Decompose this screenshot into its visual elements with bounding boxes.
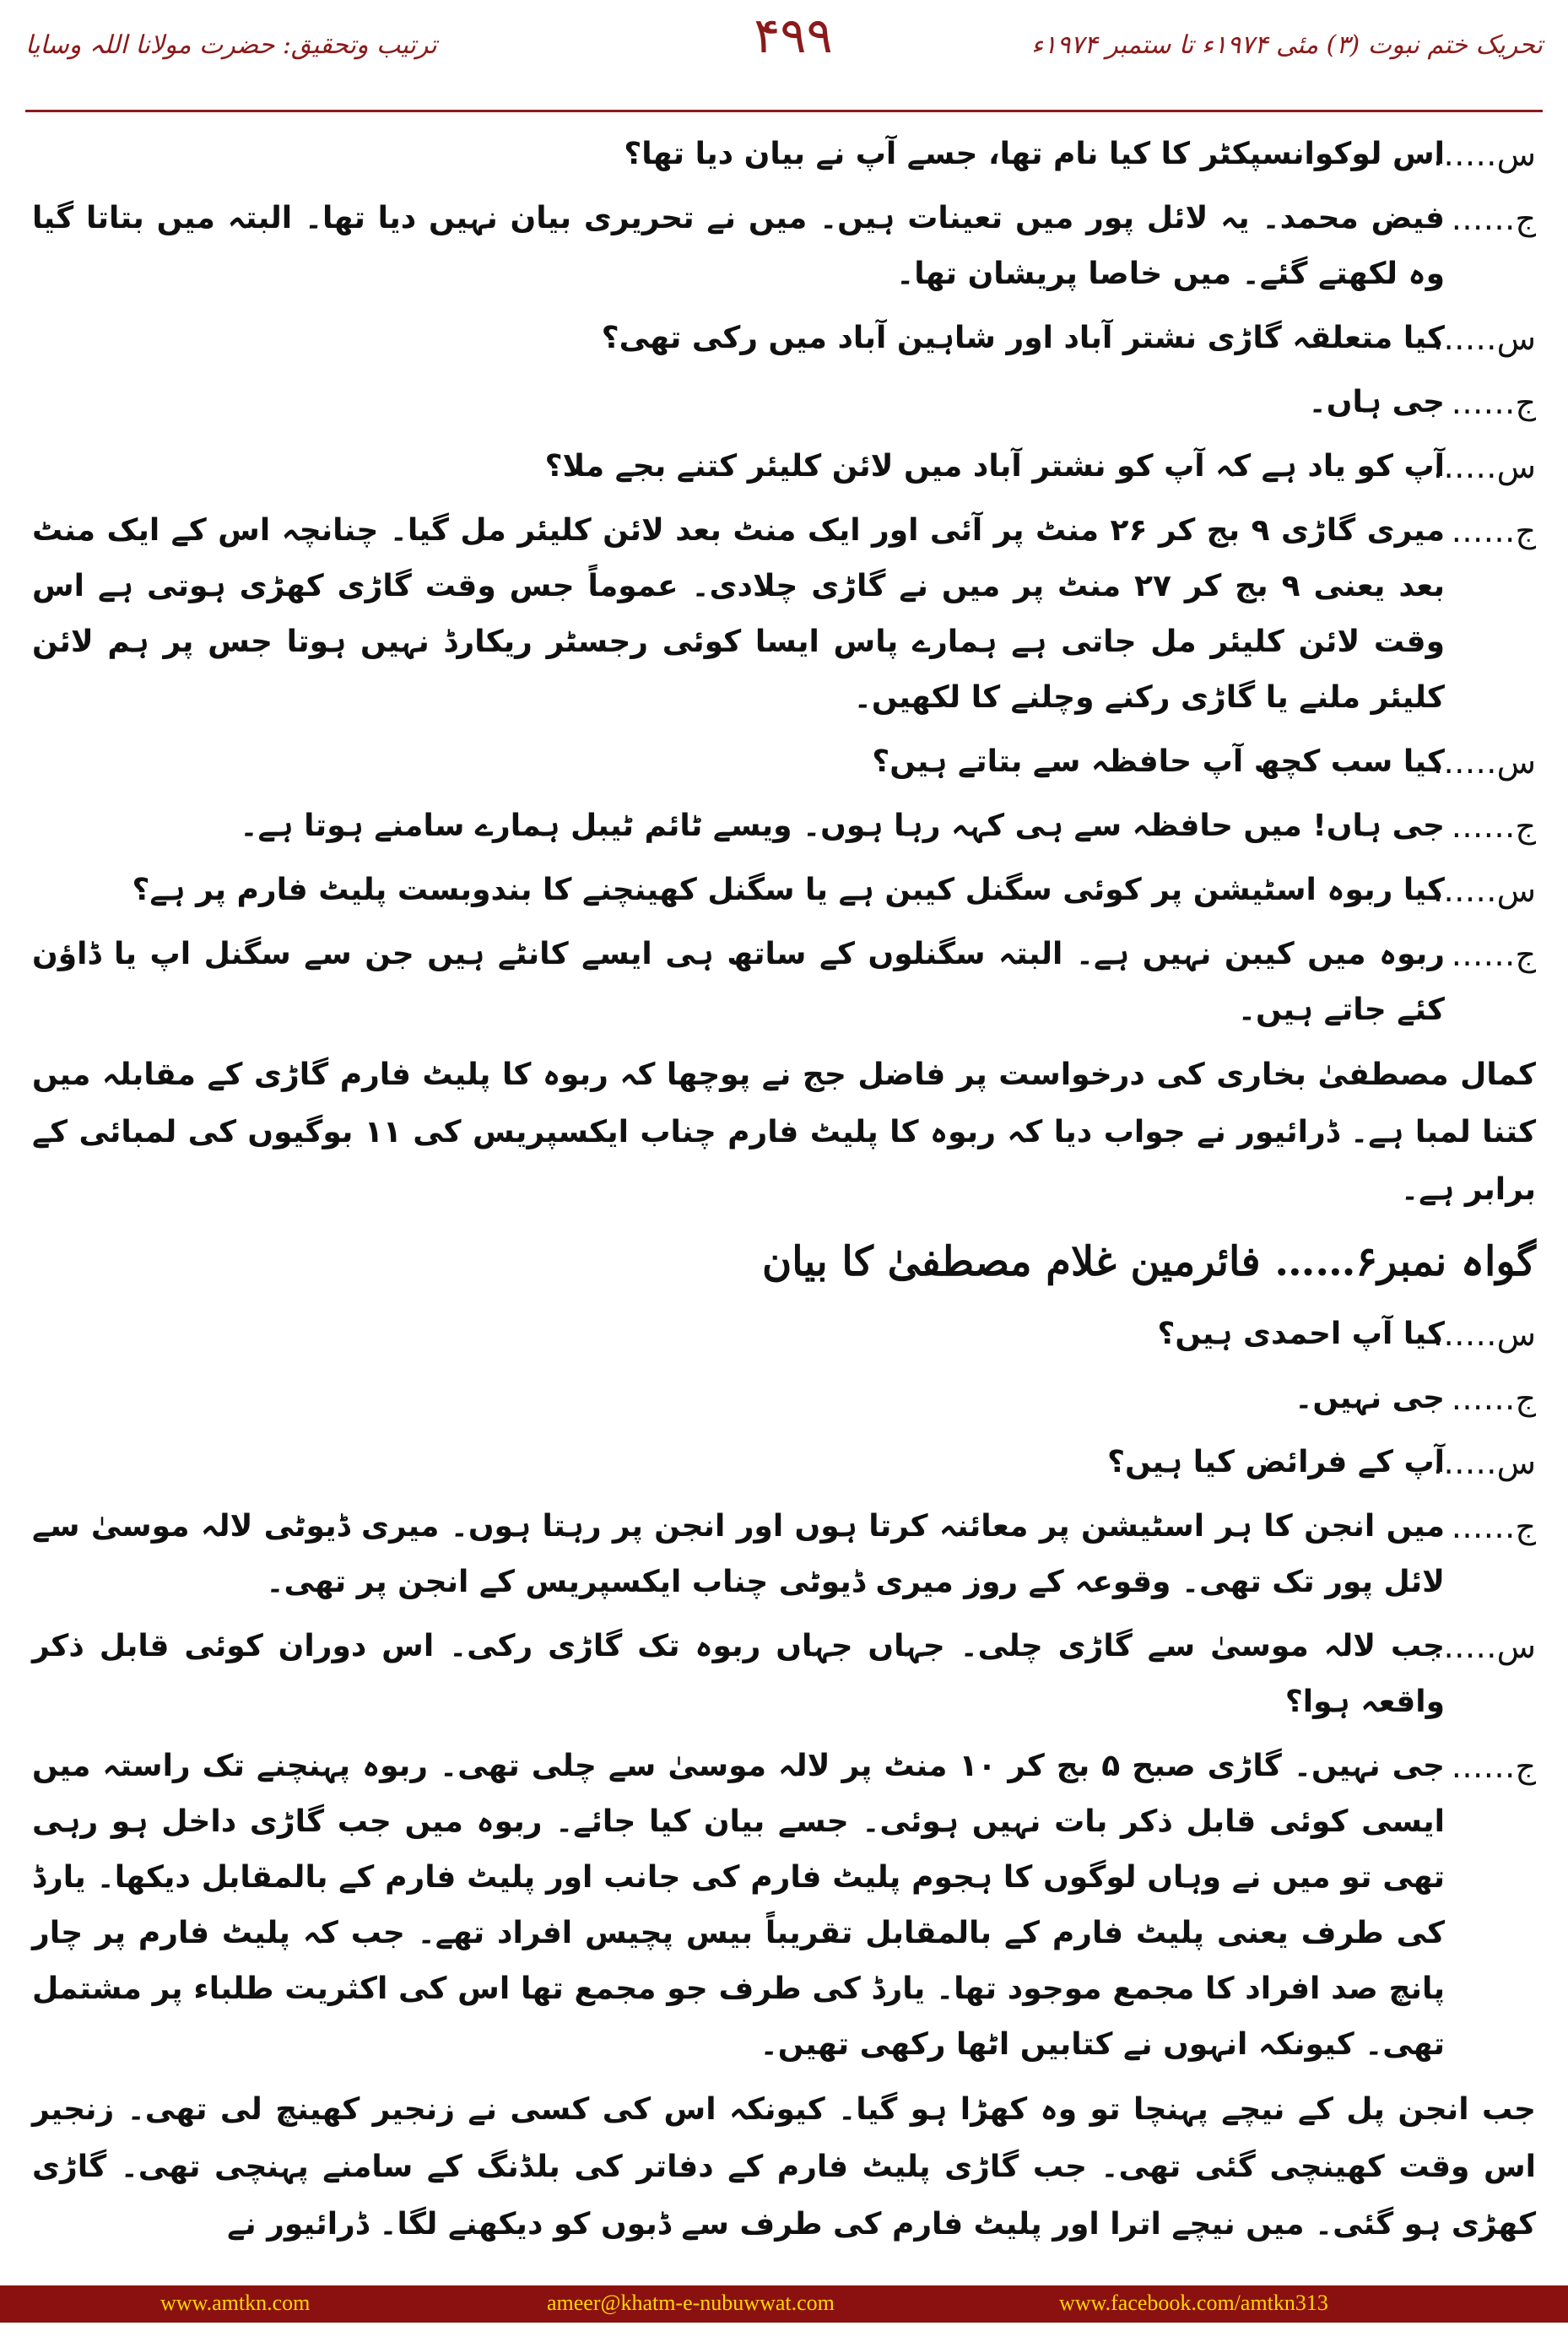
qa-label: س…… — [1432, 136, 1536, 173]
qa-label: ج…… — [1451, 384, 1536, 421]
qa-text: کیا ربوہ اسٹیشن پر کوئی سگنل کیبن ہے یا سگنل کھینچنے کا بندوبست پلیٹ فارم پر ہے؟ — [132, 873, 1445, 907]
qa-text: کیا آپ احمدی ہیں؟ — [1157, 1317, 1445, 1351]
qa-text: میری گاڑی ۹ بج کر ۲۶ منٹ پر آئی اور ایک منٹ بعد لائن کلیئر مل گیا۔ چنانچہ اس کے ایک منٹ بعد یعنی ۹ بج کر ۲۷ منٹ پر میں نے گاڑی چلادی۔ عموماً جس وقت گاڑی کھڑی ہوتی ہے اس وقت لائن کلیئر مل جاتی ہے ہمارے پاس ایسا کوئی رجسٹر ریکارڈ نہیں ہوتا جس پر ہم لائن کلیئر ملنے یا گاڑی رکنے وچلنے کا لکھیں۔ — [32, 513, 1446, 715]
qa-row — [32, 439, 1536, 495]
qa-label: ج…… — [1451, 1748, 1536, 1785]
continuation-paragraph: جب انجن پل کے نیچے پہنچا تو وہ کھڑا ہو گیا۔ کیونکہ اس کی کسی نے زنجیر کھینچ لی تھی۔ زنجیر اس وقت کھینچی گئی تھی۔ جب گاڑی پلیٹ فارم کے دفاتر کی بلڈنگ کے سامنے پہنچی تھی۔ گاڑی کھڑی ہو گئی۔ میں نیچے اترا اور پلیٹ فارم کی طرف سے ڈبوں کو دیکھنے لگا۔ ڈرائیور نے — [32, 2092, 1536, 2242]
qa-label: ج…… — [1451, 1380, 1536, 1417]
qa-text: جی ہاں۔ — [1308, 385, 1445, 419]
qa-section-1 — [32, 127, 1536, 1038]
qa-label: س…… — [1432, 1316, 1536, 1353]
footer-facebook-link[interactable]: www.facebook.com/amtkn313 — [1059, 2291, 1328, 2315]
qa-text: جی نہیں۔ گاڑی صبح ۵ بج کر ۱۰ منٹ پر لالہ موسیٰ سے چلی تھی۔ ربوہ پہنچنے تک راستہ میں ایسی کوئی قابل ذکر بات نہیں ہوئی۔ جسے بیان کیا جائے۔ ربوہ میں جب گاڑی داخل ہو رہی تھی تو میں نے وہاں لوگوں کا ہجوم پلیٹ فارم کی جانب اور پلیٹ فارم کے بالمقابل دیکھا۔ یارڈ کی طرف یعنی پلیٹ فارم کے بالمقابل تقریباً بیس پچیس افراد تھے۔ جب کہ پلیٹ فارم پر چار پانچ صد افراد کا مجمع موجود تھا۔ یارڈ کی طرف جو مجمع تھا اس کی اکثریت طلباء پر مشتمل تھی۔ کیونکہ انہوں نے کتابیں اٹھا رکھی تھیں۔ — [32, 1749, 1445, 2062]
qa-row — [32, 375, 1536, 430]
footer-bar — [0, 2285, 1568, 2323]
qa-text: جی ہاں! میں حافظہ سے ہی کہہ رہا ہوں۔ ویسے ٹائم ٹیبل ہمارے سامنے ہوتا ہے۔ — [240, 809, 1445, 843]
qa-text: کیا سب کچھ آپ حافظہ سے بتاتے ہیں؟ — [872, 744, 1445, 779]
qa-label: س…… — [1432, 320, 1536, 357]
qa-row — [32, 503, 1536, 726]
page-number: ۴۹۹ — [754, 7, 833, 64]
footer-email-link[interactable]: ameer@khatm-e-nubuwwat.com — [547, 2291, 835, 2315]
witness-heading: گواہ نمبر۶…… فائرمین غلام مصطفیٰ کا بیان — [761, 1238, 1536, 1285]
qa-row — [32, 1739, 1536, 2073]
qa-label: ج…… — [1451, 936, 1536, 973]
qa-text: ربوہ میں کیبن نہیں ہے۔ البتہ سگنلوں کے ساتھ ہی ایسے کانٹے ہیں جن سے سگنل اپ یا ڈاؤن کئے جاتے ہیں۔ — [32, 937, 1445, 1027]
qa-label: ج…… — [1451, 512, 1536, 549]
qa-text: جی نہیں۔ — [1295, 1381, 1445, 1415]
qa-row — [32, 127, 1536, 182]
qa-text: کیا متعلقہ گاڑی نشتر آباد اور شاہین آباد میں رکی تھی؟ — [601, 321, 1445, 355]
qa-label: س…… — [1432, 872, 1536, 909]
qa-row — [32, 1371, 1536, 1426]
qa-row — [32, 1619, 1536, 1730]
qa-label: س…… — [1432, 448, 1536, 485]
page-body — [32, 127, 1536, 2257]
header-compiler-credit: ترتیب وتحقیق: حضرت مولانا اللہ وسایا — [25, 30, 437, 60]
qa-text: فیض محمد۔ یہ لائل پور میں تعینات ہیں۔ میں نے تحریری بیان نہیں دیا تھا۔ البتہ میں بتاتا گیا وہ لکھتے گئے۔ میں خاصا پریشان تھا۔ — [32, 201, 1445, 291]
qa-row — [32, 1499, 1536, 1610]
qa-row — [32, 734, 1536, 790]
qa-label: س…… — [1432, 1444, 1536, 1481]
qa-row — [32, 798, 1536, 854]
header-book-title: تحریک ختم نبوت (۳) مئی ۱۹۷۴ء تا ستمبر ۱۹۷۴ء — [1031, 30, 1543, 60]
qa-text: آپ کے فرائض کیا ہیں؟ — [1107, 1445, 1445, 1479]
qa-row — [32, 191, 1536, 302]
footer-website-link[interactable]: www.amtkn.com — [160, 2291, 311, 2315]
qa-label: ج…… — [1451, 808, 1536, 845]
qa-label: ج…… — [1451, 200, 1536, 237]
qa-row — [32, 927, 1536, 1038]
qa-row — [32, 1306, 1536, 1362]
qa-section-2 — [32, 1306, 1536, 2073]
court-note-paragraph: کمال مصطفیٰ بخاری کی درخواست پر فاضل جج نے پوچھا کہ ربوہ کا پلیٹ فارم گاڑی کے مقابلہ میں کتنا لمبا ہے۔ ڈرائیور نے جواب دیا کہ ربوہ کا پلیٹ فارم چناب ایکسپریس کی ۱۱ بوگیوں کی لمبائی کے برابر ہے۔ — [32, 1057, 1537, 1207]
qa-label: س…… — [1432, 744, 1536, 781]
qa-text: میں انجن کا ہر اسٹیشن پر معائنہ کرتا ہوں اور انجن پر رہتا ہوں۔ میری ڈیوٹی لالہ موسیٰ سے لائل پور تک تھی۔ وقوعہ کے روز میری ڈیوٹی چناب ایکسپریس کے انجن پر تھی۔ — [32, 1509, 1445, 1599]
qa-row — [32, 311, 1536, 366]
page-header — [25, 7, 1543, 74]
qa-label: ج…… — [1451, 1508, 1536, 1545]
qa-text: جب لالہ موسیٰ سے گاڑی چلی۔ جہاں جہاں ربوہ تک گاڑی رکی۔ اس دوران کوئی قابل ذکر واقعہ ہوا؟ — [32, 1629, 1445, 1719]
qa-row — [32, 863, 1536, 918]
qa-label: س…… — [1432, 1628, 1536, 1665]
qa-row — [32, 1435, 1536, 1490]
qa-text: آپ کو یاد ہے کہ آپ کو نشتر آباد میں لائن کلیئر کتنے بجے ملا؟ — [544, 449, 1445, 484]
header-divider — [25, 110, 1543, 112]
qa-text: اس لوکوانسپکٹر کا کیا نام تھا، جسے آپ نے بیان دیا تھا؟ — [624, 137, 1445, 171]
